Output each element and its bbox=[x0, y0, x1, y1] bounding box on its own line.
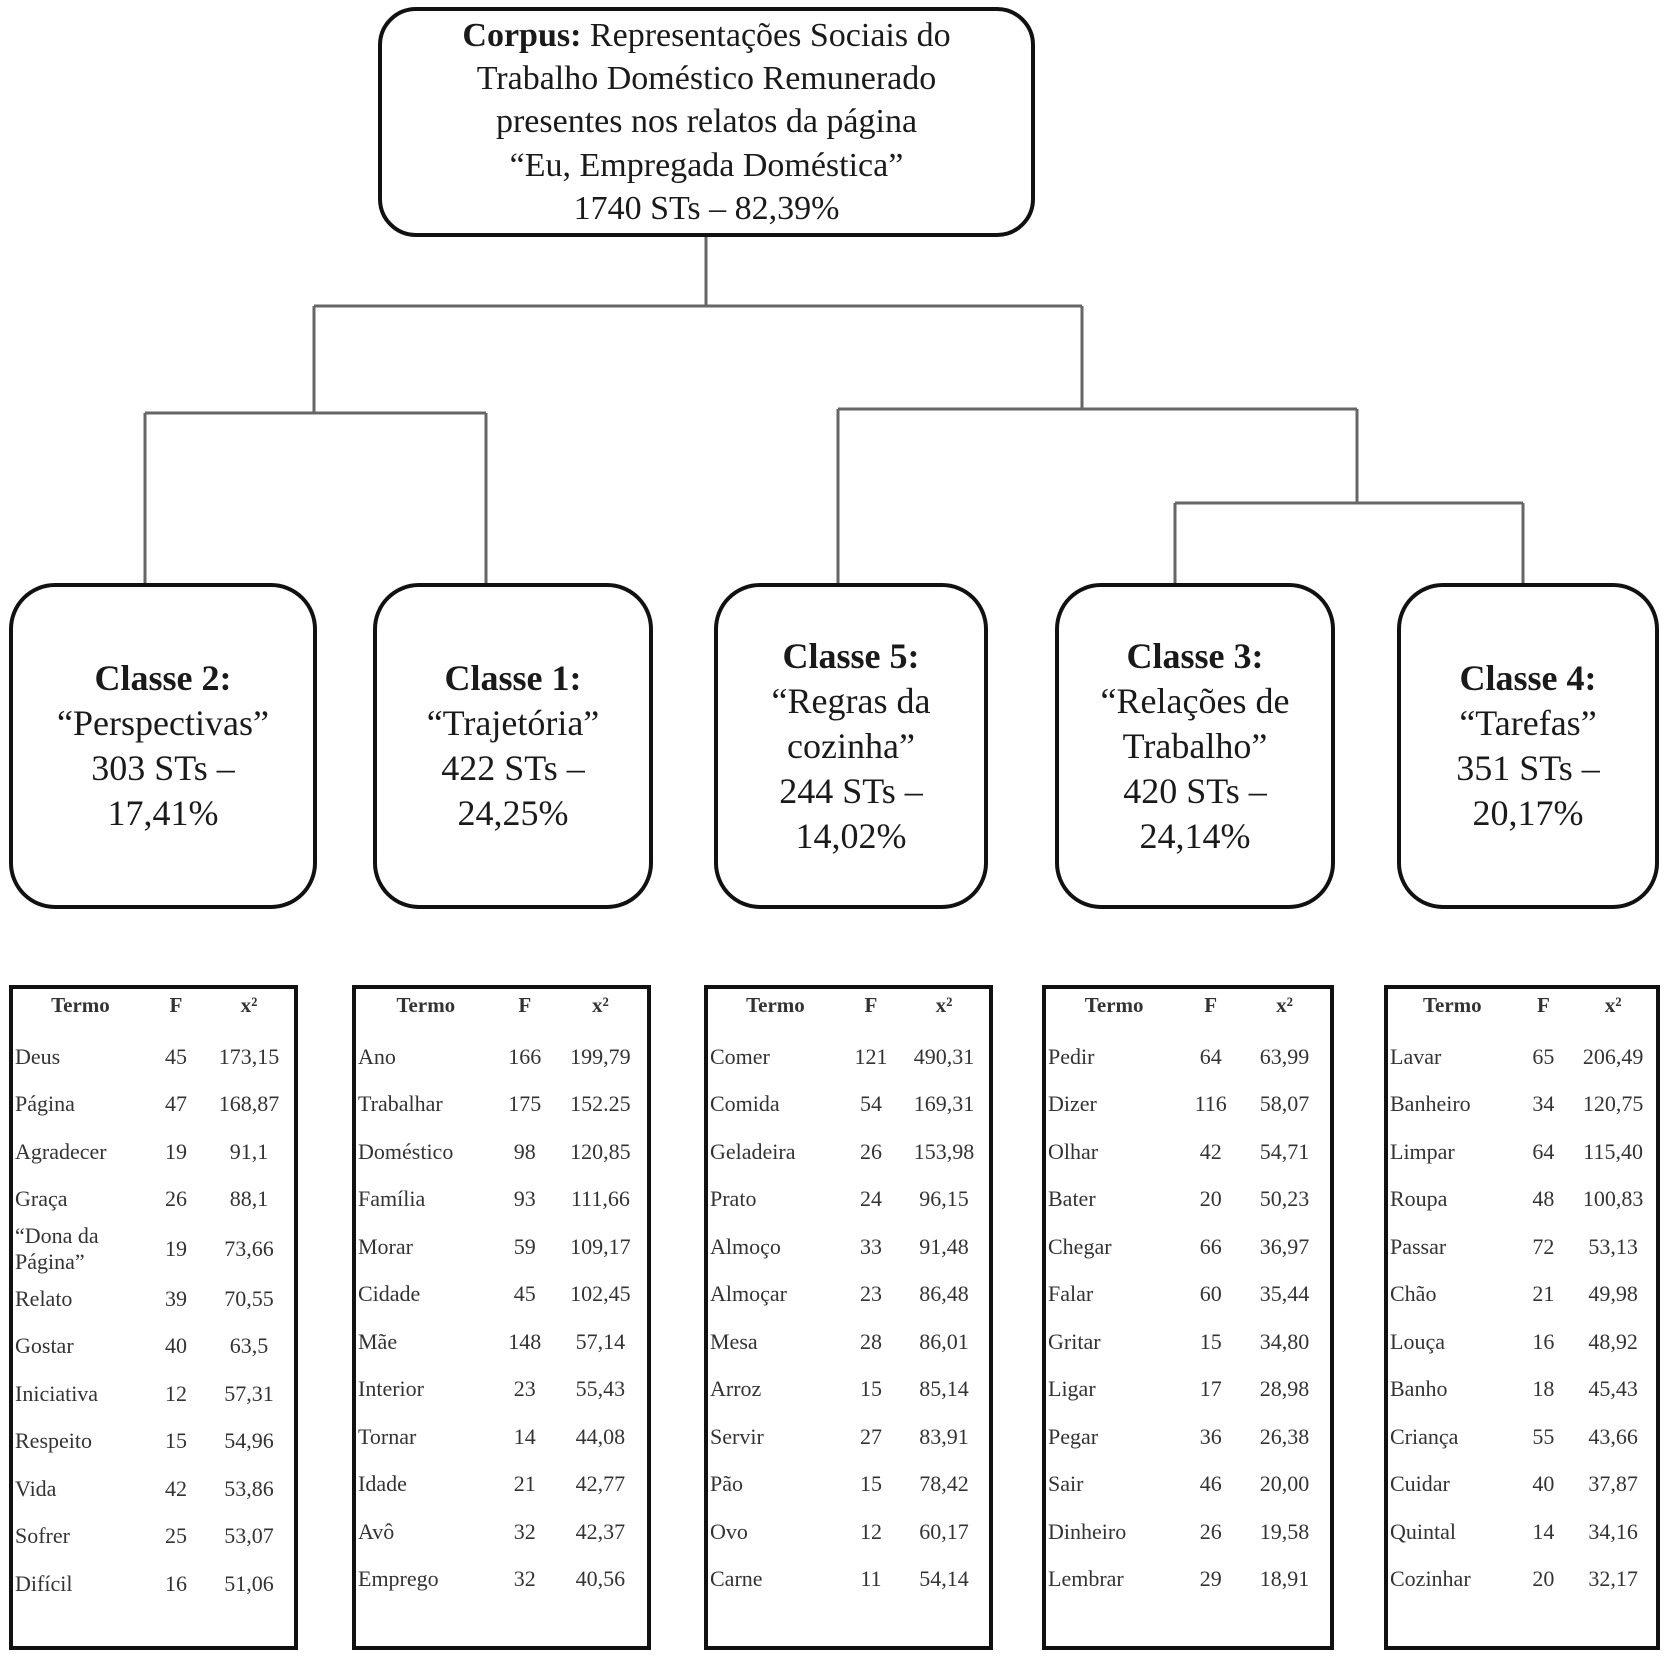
chi2-cell: 42,37 bbox=[575, 1518, 626, 1544]
chi2-cell: 83,91 bbox=[919, 1423, 969, 1449]
class-4-box bbox=[1397, 583, 1659, 909]
header-x2: x² bbox=[1604, 993, 1622, 1017]
class-3-box bbox=[1055, 583, 1335, 909]
corpus-line4: “Eu, Empregada Doméstica” bbox=[509, 146, 904, 184]
chi2-cell: 18,91 bbox=[1259, 1566, 1310, 1592]
header-x2: x² bbox=[1276, 993, 1293, 1017]
frequency-cell: 14 bbox=[513, 1423, 536, 1449]
frequency-cell: 54 bbox=[859, 1091, 882, 1117]
frequency-cell: 40 bbox=[164, 1333, 187, 1359]
header-term: Termo bbox=[746, 993, 805, 1017]
term-cell: Mãe bbox=[358, 1328, 398, 1354]
term-row bbox=[356, 1033, 647, 1081]
class-name: Trabalho” bbox=[1122, 725, 1268, 766]
term-cell: Agradecer bbox=[15, 1138, 107, 1164]
chi2-cell: 490,31 bbox=[913, 1043, 975, 1069]
chi2-cell: 58,07 bbox=[1259, 1091, 1310, 1117]
term-cell: Lavar bbox=[1390, 1043, 1442, 1069]
frequency-cell: 121 bbox=[854, 1043, 888, 1069]
frequency-cell: 166 bbox=[508, 1043, 542, 1069]
frequency-cell: 32 bbox=[513, 1566, 536, 1592]
corpus-line2: Trabalho Doméstico Remunerado bbox=[476, 60, 937, 98]
class-sts: 420 STs – bbox=[1123, 770, 1267, 811]
chi2-cell: 55,43 bbox=[575, 1376, 626, 1402]
term-cell: Gritar bbox=[1048, 1328, 1101, 1354]
term-cell: Relato bbox=[15, 1285, 73, 1311]
chi2-cell: 53,13 bbox=[1588, 1233, 1638, 1259]
term-cell: Almoço bbox=[710, 1233, 781, 1259]
term-row bbox=[1388, 1033, 1656, 1081]
term-cell: Sofrer bbox=[15, 1523, 70, 1549]
chi2-cell: 85,14 bbox=[919, 1376, 969, 1402]
term-cell: Cidade bbox=[358, 1281, 421, 1307]
term-row bbox=[708, 1128, 989, 1176]
frequency-cell: 29 bbox=[1199, 1566, 1222, 1592]
term-cell: Iniciativa bbox=[15, 1380, 99, 1406]
frequency-cell: 55 bbox=[1532, 1423, 1555, 1449]
term-cell: Carne bbox=[710, 1566, 763, 1592]
frequency-cell: 15 bbox=[859, 1376, 882, 1402]
term-row bbox=[1046, 1508, 1330, 1556]
frequency-cell: 12 bbox=[164, 1380, 187, 1406]
header-x2: x² bbox=[935, 993, 953, 1017]
term-row bbox=[356, 1176, 647, 1224]
chi2-cell: 40,56 bbox=[575, 1566, 626, 1592]
frequency-cell: 20 bbox=[1199, 1186, 1222, 1212]
class-name: “Regras da bbox=[771, 680, 931, 721]
term-row bbox=[708, 1318, 989, 1366]
chi2-cell: 63,99 bbox=[1259, 1043, 1310, 1069]
frequency-cell: 45 bbox=[513, 1281, 536, 1307]
term-row bbox=[356, 1081, 647, 1129]
term-cell: Trabalhar bbox=[358, 1091, 443, 1117]
term-row bbox=[356, 1413, 647, 1461]
header-term: Termo bbox=[1422, 993, 1482, 1017]
chi2-cell: 49,98 bbox=[1588, 1281, 1638, 1307]
term-cell: Almoçar bbox=[710, 1281, 787, 1307]
term-row bbox=[1046, 1128, 1330, 1176]
term-row bbox=[356, 1271, 647, 1319]
term-cell: “Dona da Página” bbox=[15, 1223, 99, 1274]
term-cell: Tornar bbox=[358, 1423, 417, 1449]
class-sts: 244 STs – bbox=[779, 770, 923, 811]
frequency-cell: 175 bbox=[508, 1091, 542, 1117]
frequency-cell: 19 bbox=[164, 1138, 187, 1164]
class-title: Classe 1: bbox=[444, 658, 582, 698]
chi2-cell: 152.25 bbox=[570, 1091, 631, 1117]
term-row bbox=[1046, 1556, 1330, 1604]
chi2-cell: 70,55 bbox=[224, 1285, 274, 1311]
term-row bbox=[708, 1461, 989, 1509]
chi2-cell: 206,49 bbox=[1582, 1043, 1644, 1069]
chi2-cell: 51,06 bbox=[224, 1570, 274, 1596]
term-cell: Ligar bbox=[1048, 1376, 1096, 1402]
chi2-cell: 35,44 bbox=[1259, 1281, 1310, 1307]
term-cell: Graça bbox=[15, 1186, 68, 1212]
chi2-cell: 57,14 bbox=[575, 1328, 626, 1354]
term-row bbox=[13, 1560, 294, 1608]
class-pct: 24,25% bbox=[457, 793, 569, 833]
term-row bbox=[356, 1318, 647, 1366]
class-title: Classe 4: bbox=[1459, 658, 1597, 698]
class-title: Classe 3: bbox=[1126, 635, 1264, 676]
frequency-cell: 21 bbox=[513, 1471, 536, 1497]
chi2-cell: 45,43 bbox=[1588, 1376, 1638, 1402]
term-row bbox=[708, 1413, 989, 1461]
term-row bbox=[1388, 1366, 1656, 1414]
term-row bbox=[1046, 1366, 1330, 1414]
chi2-cell: 86,01 bbox=[919, 1328, 969, 1354]
frequency-cell: 11 bbox=[860, 1566, 882, 1592]
header-term: Termo bbox=[1084, 993, 1144, 1017]
corpus-line3: presentes nos relatos da página bbox=[495, 103, 918, 141]
term-row bbox=[1388, 1128, 1656, 1176]
term-cell: Cozinhar bbox=[1390, 1566, 1471, 1592]
term-cell: Pegar bbox=[1048, 1423, 1099, 1449]
term-row bbox=[13, 1081, 294, 1129]
chi2-cell: 60,17 bbox=[919, 1518, 969, 1544]
header-f: F bbox=[1204, 993, 1218, 1017]
frequency-cell: 46 bbox=[1199, 1471, 1222, 1497]
term-row bbox=[708, 1271, 989, 1319]
frequency-cell: 27 bbox=[859, 1423, 882, 1449]
header-f: F bbox=[518, 993, 532, 1017]
header-f: F bbox=[1537, 993, 1550, 1017]
term-row bbox=[13, 1370, 294, 1418]
class-2-terms-table bbox=[9, 985, 298, 1650]
chi2-cell: 44,08 bbox=[575, 1423, 626, 1449]
frequency-cell: 47 bbox=[164, 1091, 187, 1117]
term-row bbox=[356, 1366, 647, 1414]
frequency-cell: 45 bbox=[164, 1043, 187, 1069]
frequency-cell: 23 bbox=[513, 1376, 536, 1402]
chi2-cell: 32,17 bbox=[1588, 1566, 1638, 1592]
chi2-cell: 53,86 bbox=[224, 1475, 274, 1501]
term-row bbox=[708, 1176, 989, 1224]
class-1-terms-table bbox=[352, 985, 651, 1650]
term-row bbox=[1046, 1081, 1330, 1129]
chi2-cell: 115,40 bbox=[1583, 1138, 1643, 1164]
frequency-cell: 16 bbox=[1532, 1328, 1555, 1354]
corpus-line1: Corpus: Representações Sociais do bbox=[462, 17, 951, 55]
frequency-cell: 12 bbox=[859, 1518, 882, 1544]
chi2-cell: 54,96 bbox=[224, 1428, 274, 1454]
corpus-box bbox=[378, 7, 1035, 237]
term-row bbox=[1388, 1413, 1656, 1461]
term-row bbox=[708, 1223, 989, 1271]
frequency-cell: 148 bbox=[508, 1328, 542, 1354]
class-1-box bbox=[373, 583, 653, 909]
corpus-line5: 1740 STs – 82,39% bbox=[573, 189, 840, 227]
class-name: “Relações de bbox=[1100, 680, 1290, 721]
term-row bbox=[1046, 1318, 1330, 1366]
chi2-cell: 109,17 bbox=[570, 1233, 631, 1259]
chi2-cell: 78,42 bbox=[919, 1471, 969, 1497]
chi2-cell: 120,75 bbox=[1582, 1091, 1644, 1117]
chi2-cell: 53,07 bbox=[224, 1523, 274, 1549]
class-pct: 14,02% bbox=[795, 815, 907, 856]
term-cell: Difícil bbox=[15, 1570, 73, 1596]
frequency-cell: 25 bbox=[164, 1523, 187, 1549]
frequency-cell: 24 bbox=[859, 1186, 882, 1212]
term-row bbox=[356, 1556, 647, 1604]
term-row bbox=[13, 1223, 294, 1275]
chi2-cell: 120,85 bbox=[570, 1138, 631, 1164]
chi2-cell: 34,16 bbox=[1588, 1518, 1638, 1544]
term-cell: Respeito bbox=[15, 1428, 92, 1454]
term-cell: Quintal bbox=[1390, 1518, 1456, 1544]
term-row bbox=[13, 1465, 294, 1513]
chi2-cell: 36,97 bbox=[1259, 1233, 1310, 1259]
class-5-box bbox=[714, 583, 988, 909]
frequency-cell: 36 bbox=[1199, 1423, 1222, 1449]
term-cell: Página bbox=[15, 1091, 75, 1117]
header-f: F bbox=[864, 993, 878, 1017]
term-cell: Chão bbox=[1390, 1281, 1437, 1307]
frequency-cell: 40 bbox=[1532, 1471, 1555, 1497]
term-cell: Banho bbox=[1390, 1376, 1448, 1402]
term-cell: Arroz bbox=[710, 1376, 762, 1402]
frequency-cell: 116 bbox=[1194, 1091, 1227, 1117]
class-name: “Tarefas” bbox=[1459, 703, 1597, 743]
class-name: “Trajetória” bbox=[426, 703, 600, 743]
term-cell: Sair bbox=[1048, 1471, 1084, 1497]
term-cell: Roupa bbox=[1390, 1186, 1448, 1212]
chi2-cell: 173,15 bbox=[218, 1043, 280, 1069]
chi2-cell: 26,38 bbox=[1259, 1423, 1310, 1449]
chi2-cell: 169,31 bbox=[913, 1091, 975, 1117]
term-cell: Falar bbox=[1048, 1281, 1094, 1307]
class-title: Classe 5: bbox=[782, 635, 920, 676]
class-pct: 17,41% bbox=[107, 793, 219, 833]
frequency-cell: 23 bbox=[859, 1281, 882, 1307]
term-cell: Passar bbox=[1390, 1233, 1447, 1259]
chi2-cell: 199,79 bbox=[570, 1043, 631, 1069]
term-cell: Doméstico bbox=[358, 1138, 454, 1164]
term-cell: Lembrar bbox=[1048, 1566, 1124, 1592]
term-row bbox=[1388, 1271, 1656, 1319]
term-cell: Mesa bbox=[710, 1328, 758, 1354]
class-sts: 351 STs – bbox=[1456, 748, 1600, 788]
chi2-cell: 111,66 bbox=[570, 1186, 630, 1212]
term-row bbox=[13, 1513, 294, 1561]
term-cell: Idade bbox=[358, 1471, 407, 1497]
term-row bbox=[13, 1033, 294, 1081]
term-cell: Servir bbox=[710, 1423, 764, 1449]
term-cell: Interior bbox=[358, 1376, 424, 1402]
term-cell: Emprego bbox=[358, 1566, 439, 1592]
term-cell: Morar bbox=[358, 1233, 413, 1259]
chi2-cell: 86,48 bbox=[919, 1281, 969, 1307]
term-row bbox=[1388, 1556, 1656, 1604]
term-row bbox=[13, 1418, 294, 1466]
term-row bbox=[1388, 1318, 1656, 1366]
class-name: cozinha” bbox=[787, 725, 915, 766]
class-title: Classe 2: bbox=[94, 658, 232, 698]
chi2-cell: 73,66 bbox=[224, 1236, 274, 1261]
chi2-cell: 34,80 bbox=[1259, 1328, 1310, 1354]
frequency-cell: 17 bbox=[1199, 1376, 1222, 1402]
term-row bbox=[708, 1556, 989, 1604]
term-cell: Deus bbox=[15, 1043, 61, 1069]
frequency-cell: 19 bbox=[164, 1236, 187, 1261]
class-sts: 422 STs – bbox=[441, 748, 585, 788]
chi2-cell: 54,71 bbox=[1259, 1138, 1310, 1164]
term-row bbox=[708, 1033, 989, 1081]
term-row bbox=[13, 1176, 294, 1224]
frequency-cell: 18 bbox=[1532, 1376, 1555, 1402]
term-cell: Comida bbox=[710, 1091, 780, 1117]
frequency-cell: 26 bbox=[1199, 1518, 1222, 1544]
term-cell: Dizer bbox=[1048, 1091, 1097, 1117]
term-row bbox=[708, 1081, 989, 1129]
term-cell: Limpar bbox=[1390, 1138, 1455, 1164]
chi2-cell: 91,48 bbox=[919, 1233, 969, 1259]
class-name: “Perspectivas” bbox=[57, 703, 269, 743]
term-cell: Vida bbox=[15, 1475, 57, 1501]
frequency-cell: 26 bbox=[859, 1138, 882, 1164]
frequency-cell: 39 bbox=[164, 1285, 187, 1311]
term-row bbox=[1046, 1223, 1330, 1271]
chi2-cell: 102,45 bbox=[570, 1281, 631, 1307]
class-4-terms-table bbox=[1384, 985, 1660, 1650]
frequency-cell: 15 bbox=[164, 1428, 187, 1454]
frequency-cell: 65 bbox=[1532, 1043, 1555, 1069]
class-5-terms-table bbox=[704, 985, 993, 1650]
chi2-cell: 48,92 bbox=[1588, 1328, 1638, 1354]
frequency-cell: 32 bbox=[513, 1518, 536, 1544]
term-row bbox=[1046, 1271, 1330, 1319]
chi2-cell: 57,31 bbox=[224, 1380, 274, 1406]
term-row bbox=[13, 1323, 294, 1371]
frequency-cell: 15 bbox=[859, 1471, 882, 1497]
frequency-cell: 14 bbox=[1532, 1518, 1555, 1544]
frequency-cell: 60 bbox=[1199, 1281, 1222, 1307]
frequency-cell: 64 bbox=[1532, 1138, 1555, 1164]
corpus-label: Corpus: bbox=[462, 17, 582, 55]
term-row bbox=[356, 1128, 647, 1176]
term-cell: Ovo bbox=[710, 1518, 748, 1544]
term-row bbox=[356, 1461, 647, 1509]
chi2-cell: 153,98 bbox=[913, 1138, 975, 1164]
chi2-cell: 28,98 bbox=[1259, 1376, 1310, 1402]
class-sts: 303 STs – bbox=[91, 748, 235, 788]
term-cell: Ano bbox=[358, 1043, 396, 1069]
header-f: F bbox=[169, 993, 183, 1017]
frequency-cell: 21 bbox=[1532, 1281, 1555, 1307]
chi2-cell: 63,5 bbox=[229, 1333, 269, 1359]
frequency-cell: 26 bbox=[164, 1186, 187, 1212]
frequency-cell: 42 bbox=[164, 1475, 187, 1501]
term-row bbox=[708, 1366, 989, 1414]
frequency-cell: 48 bbox=[1532, 1186, 1555, 1212]
term-cell: Cuidar bbox=[1390, 1471, 1450, 1497]
chi2-cell: 54,14 bbox=[919, 1566, 969, 1592]
header-x2: x² bbox=[240, 993, 258, 1017]
class-3-terms-table bbox=[1042, 985, 1334, 1650]
frequency-cell: 34 bbox=[1532, 1091, 1555, 1117]
chi2-cell: 91,1 bbox=[229, 1138, 269, 1164]
term-row bbox=[1046, 1176, 1330, 1224]
term-cell: Geladeira bbox=[710, 1138, 796, 1164]
chi2-cell: 100,83 bbox=[1582, 1186, 1644, 1212]
chi2-cell: 96,15 bbox=[919, 1186, 969, 1212]
chi2-cell: 20,00 bbox=[1259, 1471, 1310, 1497]
chi2-cell: 88,1 bbox=[229, 1186, 269, 1212]
term-row bbox=[1046, 1033, 1330, 1081]
term-cell: Comer bbox=[710, 1043, 770, 1069]
term-row bbox=[1388, 1461, 1656, 1509]
term-cell: Criança bbox=[1390, 1423, 1459, 1449]
term-row bbox=[1388, 1508, 1656, 1556]
chi2-cell: 50,23 bbox=[1259, 1186, 1310, 1212]
term-cell: Banheiro bbox=[1390, 1091, 1471, 1117]
chi2-cell: 42,77 bbox=[575, 1471, 626, 1497]
term-row bbox=[1046, 1413, 1330, 1461]
chi2-cell: 19,58 bbox=[1259, 1518, 1310, 1544]
header-term: Termo bbox=[396, 993, 456, 1017]
header-x2: x² bbox=[592, 993, 609, 1017]
frequency-cell: 33 bbox=[859, 1233, 882, 1259]
frequency-cell: 20 bbox=[1532, 1566, 1555, 1592]
frequency-cell: 15 bbox=[1199, 1328, 1222, 1354]
frequency-cell: 28 bbox=[859, 1328, 882, 1354]
frequency-cell: 98 bbox=[513, 1138, 536, 1164]
term-row bbox=[1388, 1223, 1656, 1271]
term-cell: Família bbox=[358, 1186, 426, 1212]
term-row bbox=[708, 1508, 989, 1556]
frequency-cell: 64 bbox=[1199, 1043, 1222, 1069]
term-row bbox=[1046, 1461, 1330, 1509]
chi2-cell: 168,87 bbox=[218, 1091, 280, 1117]
term-cell: Pedir bbox=[1048, 1043, 1095, 1069]
frequency-cell: 93 bbox=[513, 1186, 536, 1212]
class-2-box bbox=[9, 583, 317, 909]
term-cell: Prato bbox=[710, 1186, 757, 1212]
term-cell: Avô bbox=[358, 1518, 395, 1544]
frequency-cell: 59 bbox=[513, 1233, 536, 1259]
term-row bbox=[1388, 1176, 1656, 1224]
term-cell: Gostar bbox=[15, 1333, 74, 1359]
term-cell: Dinheiro bbox=[1048, 1518, 1127, 1544]
class-pct: 20,17% bbox=[1472, 793, 1584, 833]
term-row bbox=[356, 1508, 647, 1556]
term-row bbox=[13, 1275, 294, 1323]
chi2-cell: 37,87 bbox=[1588, 1471, 1638, 1497]
term-row bbox=[1388, 1081, 1656, 1129]
term-row bbox=[13, 1128, 294, 1176]
frequency-cell: 66 bbox=[1199, 1233, 1222, 1259]
term-cell: Olhar bbox=[1048, 1138, 1099, 1164]
term-cell: Chegar bbox=[1048, 1233, 1112, 1259]
term-cell: Louça bbox=[1390, 1328, 1445, 1354]
term-cell: Pão bbox=[710, 1471, 743, 1497]
chi2-cell: 43,66 bbox=[1588, 1423, 1638, 1449]
header-term: Termo bbox=[51, 993, 110, 1017]
term-cell: Bater bbox=[1048, 1186, 1096, 1212]
frequency-cell: 72 bbox=[1532, 1233, 1555, 1259]
frequency-cell: 16 bbox=[164, 1570, 187, 1596]
term-row bbox=[356, 1223, 647, 1271]
class-pct: 24,14% bbox=[1139, 815, 1251, 856]
frequency-cell: 42 bbox=[1199, 1138, 1222, 1164]
